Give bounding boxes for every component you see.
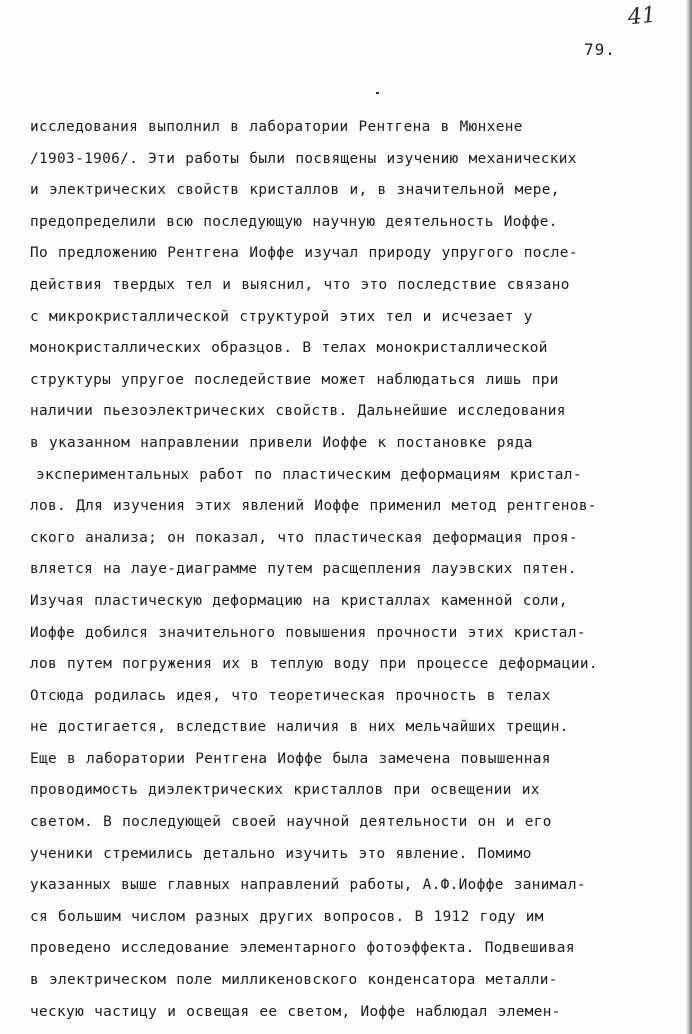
ink-speck [376,92,379,94]
text-line: /1903-1906/. Эти работы были посвящены изучению механических [30,150,577,167]
text-line: структуры упругое последействие может наблюдаться лишь при [30,371,559,388]
text-line: Еще в лаборатории Рентгена Иоффе была замечена повышенная [30,750,551,767]
text-line: в указанном направлении привели Иоффе к постановке ряда [30,434,533,451]
text-line: светом. В последующей своей научной деятельности он и его [30,814,552,831]
scan-edge-shadow [686,0,692,1034]
page-number: 79. [584,40,616,59]
text-line: проводимость диэлектрических кристаллов при освещении их [30,782,540,799]
text-line: не достигается, вследствие наличия в них мельчайших трещин. [30,719,569,736]
text-line: монокристаллических образцов. В телах монокристаллической [30,340,548,357]
text-line: ского анализа; он показал, что пластическая деформация проя- [30,529,578,546]
text-line: наличии пьезоэлектрических свойств. Дальнейшие исследования [30,403,566,420]
text-line: лов путем погружения их в теплую воду при процессе деформации. [30,656,598,673]
text-line: Отсюда родилась идея, что теоретическая прочность в телах [30,687,551,704]
text-line: ученики стремились детально изучить это явление. Помимо [30,845,532,862]
archive-handwritten-mark: 41 [626,2,658,31]
text-line: По предложению Рентгена Иоффе изучал природу упругого после- [30,245,578,262]
text-line: ческую частицу и освещая ее светом, Иоффе наблюдал элемен- [30,1003,561,1020]
text-line: и электрических свойств кристаллов и, в значительной мере, [30,182,560,199]
text-line: лов. Для изучения этих явлений Иоффе применил метод рентгенов- [30,498,597,515]
text-line: экспериментальных работ по пластическим деформациям кристал- [36,466,582,483]
text-line: проведено исследование элементарного фотоэффекта. Подвешивая [30,940,575,957]
text-line: действия твердых тел и выяснил, что это последствие связано [30,276,570,293]
text-line: ся большим числом разных других вопросов. В 1912 году им [30,908,544,925]
text-line: Иоффе добился значительного повышения прочности этих кристал- [30,624,586,641]
text-line: в электрическом поле милликеновского конденсатора металли- [30,972,558,989]
text-line: предопределили всю последующую научную деятельность Иоффе. [30,213,558,230]
text-line: указанных выше главных направлений работы, А.Ф.Иоффе занимал- [30,877,586,894]
text-line: вляется на лауе-диаграмме путем расщепления лауэвских пятен. [30,561,577,578]
text-line: Изучая пластическую деформацию на кристаллах каменной соли, [30,592,568,609]
text-line: исследования выполнил в лаборатории Рентгена в Мюнхене [30,119,523,135]
typewritten-body-text [30,112,680,1028]
text-line: с микрокристаллической структурой этих тел и исчезает у [30,308,533,325]
